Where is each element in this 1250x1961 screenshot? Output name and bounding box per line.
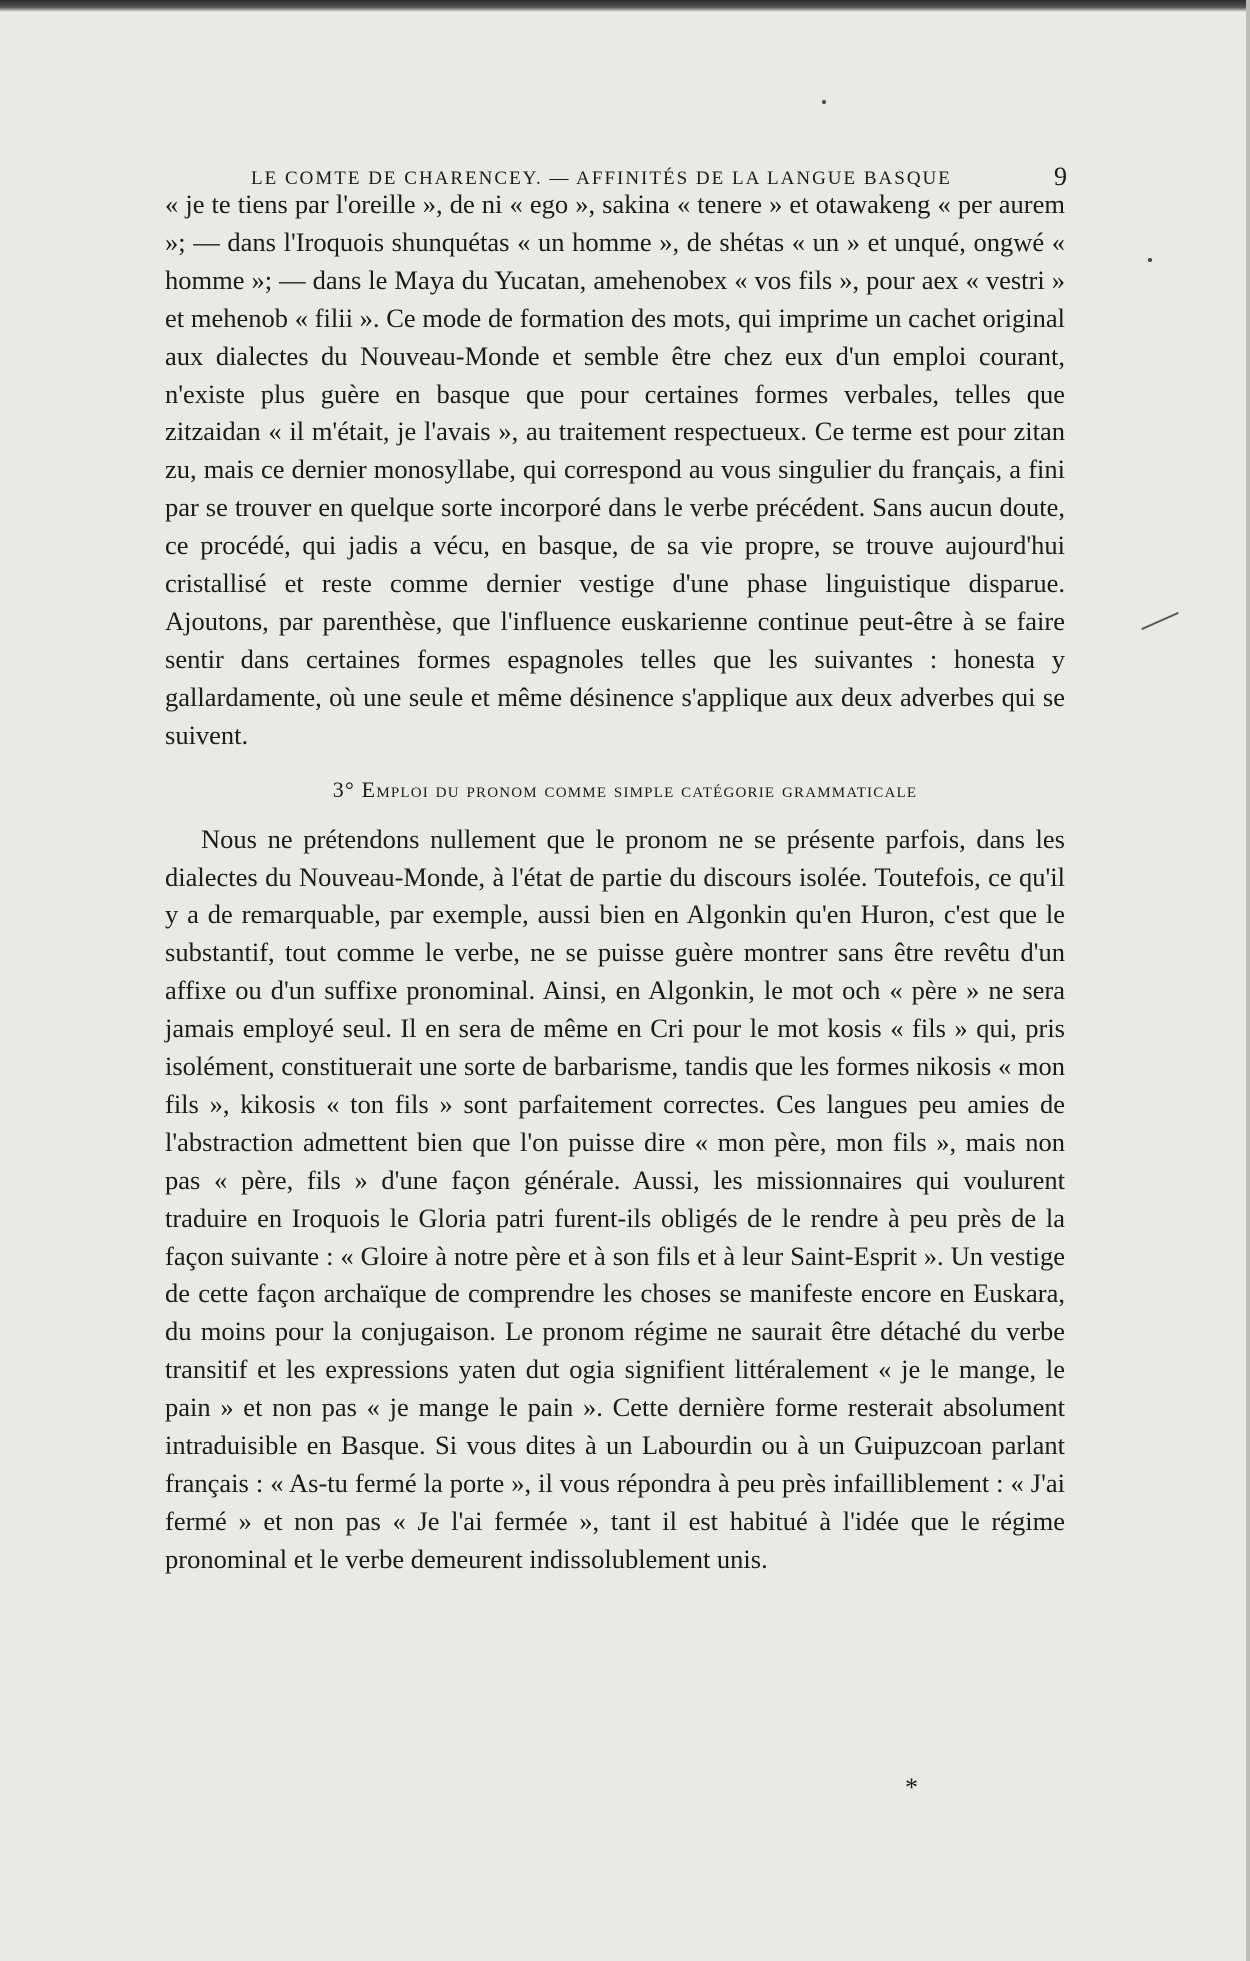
margin-speck xyxy=(822,100,826,104)
margin-pencil-mark xyxy=(1141,612,1178,630)
running-title: LE COMTE DE CHARENCEY. — AFFINITÉS DE LA LANGUE BASQUE xyxy=(251,168,952,189)
page-number: 9 xyxy=(1054,162,1067,191)
running-header xyxy=(165,140,1067,191)
paragraph-pronoun-usage: Nous ne prétendons nullement que le pronom ne se présente parfois, dans les dialectes du Nouveau-Monde, à l'état de partie du discours isolée. Toutefois, ce qu'il y a de remarquable, par exemple, aussi bien en Algonkin qu'en Huron, c'est que le substantif, tout comme le verbe, ne se puisse guère montrer sans être revêtu d'un affixe ou d'un suffixe pronominal. Ainsi, en Algonkin, le mot och « père » ne sera jamais employé seul. Il en sera de même en Cri pour le mot kosis « fils » qui, pris isolément, constituerait une sorte de barbarisme, tandis que les formes nikosis « mon fils », kikosis « ton fils » sont parfaitement correctes. Ces langues peu amies de l'abstraction admettent bien que l'on puisse dire « mon père, mon fils », mais non pas « père, fils » d'une façon générale. Aussi, les missionnaires qui voulurent traduire en Iroquois le Gloria patri furent-ils obligés de le rendre à peu près de la façon suivante : « Gloire à notre père et à son fils et à leur Saint-Esprit ». Un vestige de cette façon archaïque de comprendre les choses se manifeste encore en Euskara, du moins pour la conjugaison. Le pronom régime ne saurait être détaché du verbe transitif et les expressions yaten dut ogia signifient littéralement « je le mange, le pain » et non pas « je mange le pain ». Cette dernière forme resterait absolument intraduisible en Basque. Si vous dites à un Labourdin ou à un Guipuzcoan parlant français : « As-tu fermé la porte », il vous répondra à peu près infailliblement : « J'ai fermé » et non pas « Je l'ai fermée », tant il est habitué à l'idée que le régime pronominal et le verbe demeurent indissolublement unis. xyxy=(165,823,1065,1574)
section-heading: 3° Emploi du pronom comme simple catégorie grammaticale xyxy=(332,776,918,802)
scan-right-edge xyxy=(1246,0,1250,1961)
book-page xyxy=(165,140,1065,1579)
scan-top-edge xyxy=(0,0,1250,12)
margin-speck xyxy=(1148,258,1152,262)
paragraph-continuation: « je te tiens par l'oreille », de ni « ego », sakina « tenere » et otawakeng « per aurem »; — dans l'Iroquois shunquétas « un homme », de shétas « un » et unqué, ongwé « homme »; — dans le Maya du Yucatan, amehenobex « vos fils », pour aex « vestri » et mehenob « filii ». Ce mode de formation des mots, qui imprime un cachet original aux dialectes du Nouveau-Monde et semble être chez eux d'un emploi courant, n'existe plus guère en basque que pour certaines formes verbales, telles que zitzaidan « il m'était, je l'avais », au traitement respectueux. Ce terme est pour zitan zu, mais ce dernier monosyllabe, qui correspond au vous singulier du français, a fini par se trouver en quelque sorte incorporé dans le verbe précédent. Sans aucun doute, ce procédé, qui jadis a vécu, en basque, de sa vie propre, se trouve aujourd'hui cristallisé et reste comme dernier vestige d'une phase linguistique disparue. Ajoutons, par parenthèse, que l'influence euskarienne continue peut-être à se faire sentir dans certaines formes espagnoles telles que les suivantes : honesta y gallardamente, où une seule et même désinence s'applique aux deux adverbes qui se suivent. xyxy=(165,189,1065,750)
signature-mark: * xyxy=(905,1773,918,1802)
